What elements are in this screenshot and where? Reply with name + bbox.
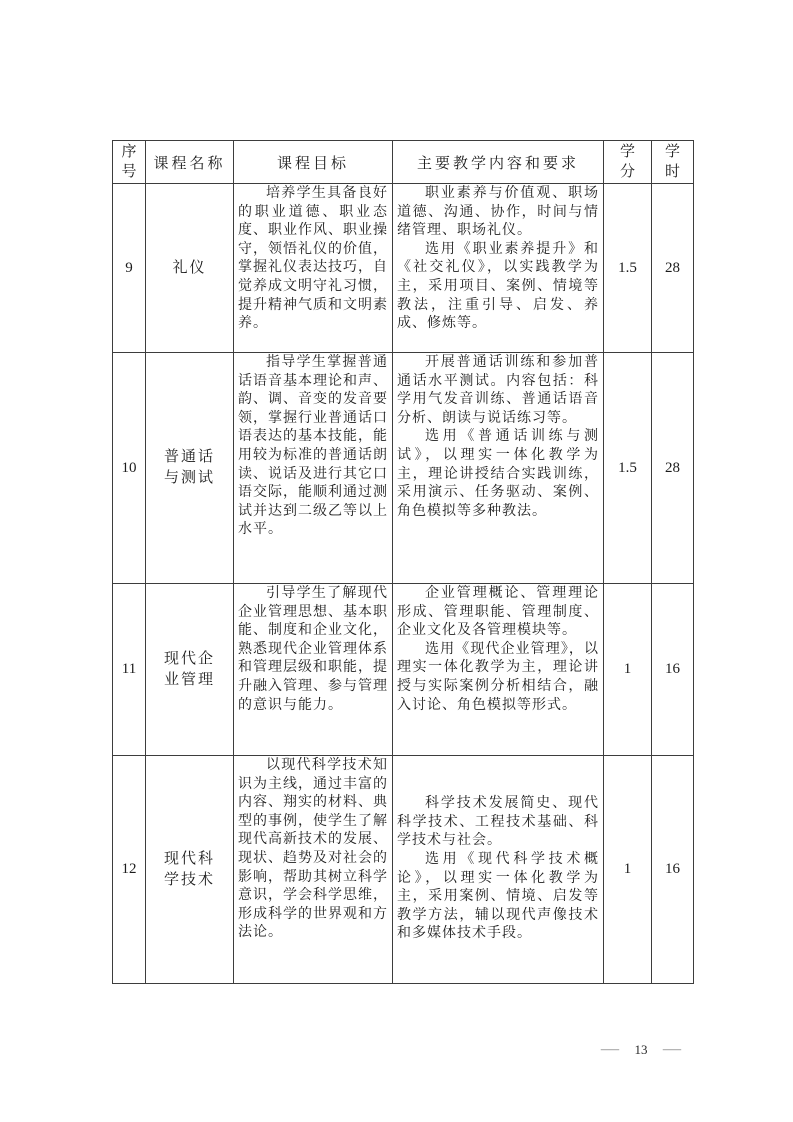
course-number: 10 xyxy=(121,459,137,476)
course-number: 9 xyxy=(125,259,133,276)
column-header-hours-label: 学时 xyxy=(664,144,680,180)
course-credits: 1.5 xyxy=(618,459,637,476)
course-objective-cell xyxy=(234,756,393,984)
content-paragraph: 选用《普通话训练与测试》，以理实一体化教学为主，理论讲授结合实践训练，采用演示、任务驱动、案例、角色模拟等多种教法。 xyxy=(397,429,599,519)
course-number: 12 xyxy=(121,861,137,877)
course-number: 11 xyxy=(121,661,137,677)
column-header-content xyxy=(393,141,604,184)
objective-paragraph: 培养学生具备良好的职业道德、职业态度、职业作风、职业操守，领悟礼仪的价值，掌握礼仪表达技巧，自觉养成文明守礼习惯，提升精神气质和文明素养。 xyxy=(238,186,388,332)
content-paragraph: 科学技术发展简史、现代科学技术、工程技术基础、科学技术与社会。 xyxy=(397,796,599,849)
course-name: 现代科学技术 xyxy=(163,850,215,888)
course-hours-cell xyxy=(652,184,694,353)
footer-left-dash: — xyxy=(600,1042,620,1057)
column-header-objectives-label: 课程目标 xyxy=(276,155,349,172)
objective-paragraph: 引导学生了解现代企业管理思想、基本职能、制度和企业文化，熟悉现代企业管理体系和管理层级和职能，提升融入管理、参与管理的意识与能力。 xyxy=(238,586,388,713)
course-number-cell xyxy=(113,756,146,984)
course-name-cell xyxy=(146,584,234,756)
course-hours-cell xyxy=(652,756,694,984)
table-row-course-12 xyxy=(113,756,694,984)
course-credits-cell xyxy=(604,584,652,756)
course-objective-cell xyxy=(234,184,393,353)
course-name-cell xyxy=(146,756,234,984)
curriculum-table xyxy=(112,140,694,984)
table-header-row xyxy=(113,141,694,184)
course-credits: 1.5 xyxy=(618,259,637,276)
table-row-course-11 xyxy=(113,584,694,756)
column-header-number-label: 序号 xyxy=(121,144,137,180)
course-credits: 1 xyxy=(623,661,632,677)
course-hours-cell xyxy=(652,584,694,756)
content-paragraph: 开展普通话训练和参加普通话水平测试。内容包括：科学用气发音训练、普通话语音分析、朗读与说话练习等。 xyxy=(397,355,599,426)
course-name-cell xyxy=(146,184,234,353)
course-name: 礼仪 xyxy=(172,259,207,276)
course-hours: 16 xyxy=(665,861,680,877)
course-content-cell xyxy=(393,353,604,584)
column-header-credits xyxy=(604,141,652,184)
column-header-content-label: 主要教学内容和要求 xyxy=(416,155,579,172)
content-paragraph: 选用《现代企业管理》，以理实一体化教学为主，理论讲授与实际案例分析相结合，融入讨论、角色模拟等形式。 xyxy=(397,641,599,713)
course-content-cell xyxy=(393,756,604,984)
course-name-cell xyxy=(146,353,234,584)
course-content-cell xyxy=(393,584,604,756)
course-credits-cell xyxy=(604,184,652,353)
course-content-cell xyxy=(393,184,604,353)
column-header-objectives xyxy=(234,141,393,184)
course-hours-cell xyxy=(652,353,694,584)
objective-paragraph: 指导学生掌握普通话语音基本理论和声、韵、调、音变的发音要领，掌握行业普通话口语表达的基本技能，能用较为标准的普通话朗读、说话及进行其它口语交际，能顺利通过测试并达到二级乙等以上水平。 xyxy=(238,355,388,538)
column-header-course-name xyxy=(146,141,234,184)
course-hours: 28 xyxy=(665,459,680,476)
course-number-cell xyxy=(113,353,146,584)
table-row-course-9 xyxy=(113,184,694,353)
footer-right-dash: — xyxy=(662,1042,682,1057)
content-paragraph: 选用《现代科学技术概论》，以理实一体化教学为主，采用案例、情境、启发等教学方法，辅以现代声像技术和多媒体技术手段。 xyxy=(397,851,599,942)
objective-paragraph: 以现代科学技术知识为主线，通过丰富的内容、翔实的材料、典型的事例，使学生了解现代高新技术的发展、现状、趋势及对社会的影响，帮助其树立科学意识，学会科学思维，形成科学的世界观和方法论。 xyxy=(238,758,388,941)
column-header-number xyxy=(113,141,146,184)
course-hours: 16 xyxy=(665,661,680,677)
content-paragraph: 选用《职业素养提升》和《社交礼仪》，以实践教学为主，采用项目、案例、情境等教法，注重引导、启发、养成、修炼等。 xyxy=(397,241,599,332)
course-name: 现代企业管理 xyxy=(163,650,215,688)
course-credits-cell xyxy=(604,353,652,584)
table-row-course-10 xyxy=(113,353,694,584)
column-header-credits-label: 学分 xyxy=(619,144,635,180)
course-hours: 28 xyxy=(665,259,680,276)
page-footer xyxy=(600,1042,682,1058)
column-header-course-name-label: 课程名称 xyxy=(153,155,226,172)
course-credits: 1 xyxy=(623,861,632,877)
content-paragraph: 职业素养与价值观、职场道德、沟通、协作，时间与情绪管理、职场礼仪。 xyxy=(397,186,599,239)
course-objective-cell xyxy=(234,584,393,756)
column-header-hours xyxy=(652,141,694,184)
course-number-cell xyxy=(113,184,146,353)
course-objective-cell xyxy=(234,353,393,584)
course-credits-cell xyxy=(604,756,652,984)
course-number-cell xyxy=(113,584,146,756)
course-name: 普通话与测试 xyxy=(163,449,215,486)
page-number: 13 xyxy=(634,1042,648,1057)
content-paragraph: 企业管理概论、管理理论形成、管理职能、管理制度、企业文化及各管理模块等。 xyxy=(397,586,599,639)
